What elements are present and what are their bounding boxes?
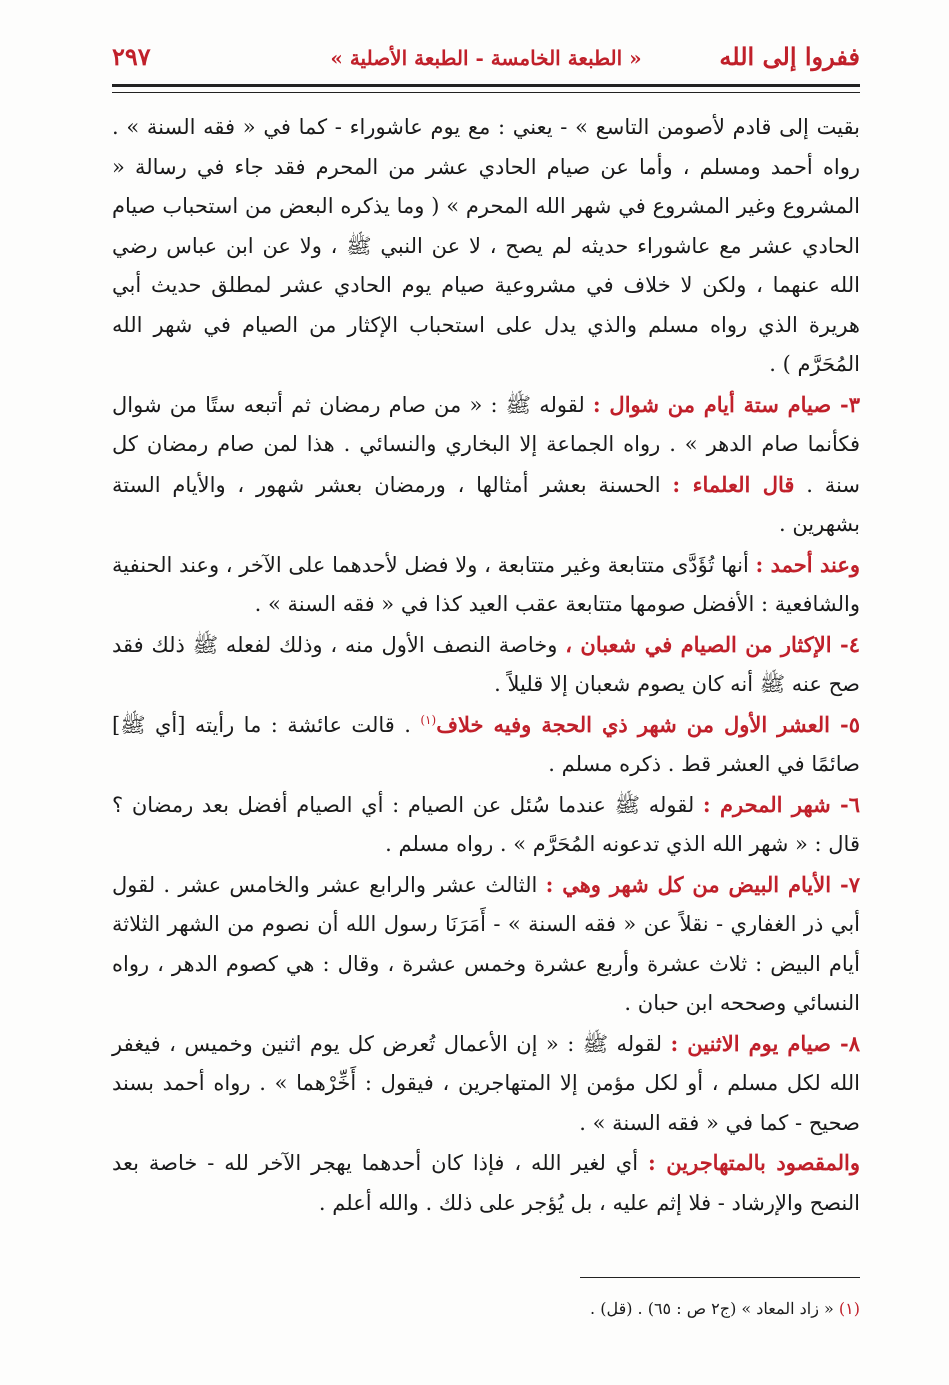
page-body (112, 108, 860, 1223)
paragraph-text: لقوله ﷺ عندما سُئل عن الصيام : أي الصيام أفضل بعد رمضان ؟ قال : « شهر الله الذي تدعونه المُحَرَّم » . رواه مسلم . (112, 792, 860, 856)
edition-label: « الطبعة الخامسة - الطبعة الأصلية » (330, 46, 642, 70)
page-header (112, 38, 860, 78)
section-heading: والمقصود بالمتهاجرين : (647, 1150, 860, 1175)
footnote-text: « زاد المعاد » (ج٢ ص : ٦٥) . (قل) . (590, 1299, 834, 1318)
section-subheading: قال العلماء : (672, 471, 795, 497)
header-rule-thick (112, 84, 860, 87)
paragraph-continuation (112, 108, 860, 385)
paragraph-text: . قالت عائشة : ما رأيته [أي ﷺ] صائمًا في العشر قط . ذكره مسلم . (112, 712, 860, 776)
section-heading: ٤- الإكثار من الصيام في شعبان ، (565, 631, 860, 657)
section-heading: ٥- العشر الأول من شهر ذي الحجة وفيه خلاف (436, 711, 860, 737)
paragraph-text: أنها تُؤَدَّى متتابعة وغير متتابعة ، ولا فضل لأحدهما على الآخر ، وعند الحنفية والشافعية : الأفضل صومها متتابعة عقب العيد كذا في « فقه السنة » . (112, 552, 860, 616)
footnote (112, 1298, 860, 1320)
paragraph-text: وخاصة النصف الأول منه ، وذلك لفعله ﷺ ذلك فقد صح عنه ﷺ أنه كان يصوم شعبان إلا قليلاً . (112, 632, 860, 696)
paragraph-text: أي لغير الله ، فإذا كان أحدهما يهجر الآخر لله - خاصة بعد النصح والإرشاد - فلا إثم عليه ، بل يُؤجر على ذلك . والله أعلم . (112, 1151, 860, 1215)
page-number: ٢٩٧ (112, 42, 151, 71)
paragraph-text: الحسنة بعشر أمثالها ، ورمضان بعشر شهور ، والأيام الستة بشهرين . (112, 472, 860, 536)
paragraph-white-days (112, 865, 860, 1024)
paragraph-text: لقوله ﷺ : « إن الأعمال تُعرض كل يوم اثنين وخميس ، فيغفر الله لكل مسلم ، أو لكل مؤمن إلا المتهاجرين ، فيقول : أَخِّرْهما » . رواه أحمد بسند صحيح - كما في « فقه السنة » . (112, 1031, 860, 1135)
paragraph-text: لقوله ﷺ : « من صام رمضان ثم أتبعه ستًا من شوال فكأنما صام الدهر » . رواه الجماعة إلا البخاري والنسائي . هذا لمن صام رمضان كل سنة . (112, 392, 860, 497)
paragraph-shawwal (112, 385, 860, 545)
paragraph-dhul-hijjah (112, 705, 860, 785)
paragraph-mutahajirin (112, 1143, 860, 1223)
paragraph-shaban (112, 625, 860, 705)
paragraph-muharram (112, 785, 860, 865)
header-rule-thin (112, 92, 860, 93)
paragraph-text: الثالث عشر والرابع عشر والخامس عشر . لقول أبي ذر الغفاري - نقلاً عن « فقه السنة » - أَمَرَنَا رسول الله أن نصوم من الشهر الثلاثة أيام البيض : ثلاث عشرة وأربع عشرة وخمس عشرة ، وقال : هي كصوم الدهر ، رواه النسائي وصححه ابن حبان . (112, 872, 860, 1015)
paragraph-ahmad (112, 545, 860, 625)
section-heading: ٨- صيام يوم الاثنين : (670, 1030, 860, 1056)
paragraph-text: بقيت إلى قادم لأصومن التاسع » - يعني : مع يوم عاشوراء - كما في « فقه السنة » . رواه أحمد ومسلم ، وأما عن صيام الحادي عشر من المحرم فقد جاء في رسالة « المشروع وغير المشروع في شهر الله المحرم » ( وما يذكره البعض من استحباب صيام الحادي عشر مع عاشوراء حديثه لم يصح ، لا عن النبي ﷺ ، ولا عن ابن عباس رضي الله عنهما ، ولكن لا خلاف في مشروعية صيام يوم الحادي عشر لمطلق حديث أبي هريرة الذي رواه مسلم والذي يدل على استحباب الإكثار من الصيام في شهر الله المُحَرَّم ) . (112, 115, 860, 376)
section-heading: ٦- شهر المحرم : (702, 791, 861, 817)
footnote-mark: (١) (838, 1299, 860, 1318)
section-heading: ٣- صيام ستة أيام من شوال : (592, 391, 860, 417)
paragraph-monday (112, 1024, 860, 1144)
book-title: ففروا إلى الله (719, 42, 860, 71)
section-heading: وعند أحمد : (755, 551, 860, 577)
section-heading: ٧- الأيام البيض من كل شهر وهي : (545, 871, 860, 897)
footnote-reference[interactable]: (١) (420, 712, 437, 727)
footnote-divider (580, 1277, 860, 1278)
